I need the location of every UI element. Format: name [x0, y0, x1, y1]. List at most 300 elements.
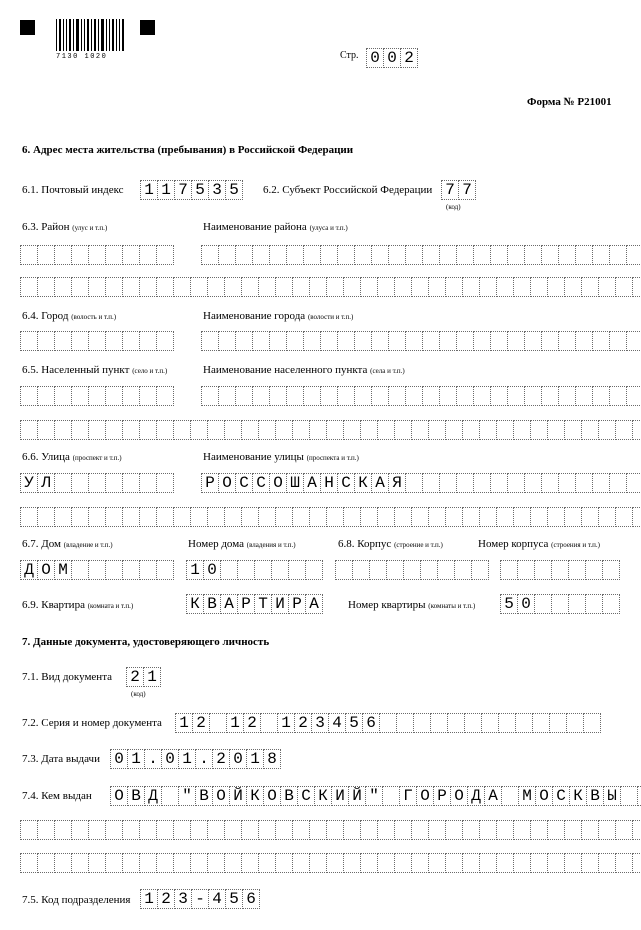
char-cell — [473, 331, 491, 351]
char-cell — [394, 507, 412, 527]
char-cell — [598, 853, 616, 873]
char-cell — [430, 713, 448, 733]
char-cell — [445, 853, 463, 873]
char-cell — [405, 386, 423, 406]
char-cell: 1 — [226, 713, 244, 733]
char-cell — [382, 786, 400, 806]
char-cell — [360, 420, 378, 440]
char-cell: 1 — [246, 749, 264, 769]
char-cell — [201, 386, 219, 406]
char-cell — [122, 277, 140, 297]
char-cell — [275, 853, 293, 873]
city-type-field[interactable] — [20, 331, 173, 351]
char-cell — [88, 473, 106, 493]
char-cell — [224, 853, 242, 873]
char-cell — [224, 507, 242, 527]
char-cell — [598, 820, 616, 840]
char-cell — [615, 420, 633, 440]
district-label: 6.3. Район (улус и т.п.) — [22, 221, 108, 233]
char-cell — [360, 507, 378, 527]
char-cell: О — [218, 473, 236, 493]
char-cell — [173, 277, 191, 297]
char-cell — [258, 420, 276, 440]
char-cell: 3 — [311, 713, 329, 733]
char-cell — [583, 713, 601, 733]
house-label: 6.7. Дом (владение и т.п.) — [22, 538, 113, 550]
char-cell — [581, 507, 599, 527]
char-cell: Р — [201, 473, 219, 493]
subject-label: 6.2. Субъект Российской Федерации — [263, 184, 433, 196]
char-cell — [498, 713, 516, 733]
corner-marker-left — [20, 20, 35, 35]
char-cell — [632, 507, 641, 527]
doc-type-note: (код) — [131, 690, 146, 698]
char-cell — [479, 420, 497, 440]
char-cell — [428, 507, 446, 527]
char-cell — [37, 853, 55, 873]
char-cell — [428, 277, 446, 297]
char-cell — [343, 853, 361, 873]
division-code-label: 7.5. Код подразделения — [22, 894, 131, 906]
char-cell — [122, 853, 140, 873]
char-cell: 1 — [175, 713, 193, 733]
char-cell — [71, 331, 89, 351]
char-cell: Г — [399, 786, 417, 806]
char-cell — [88, 245, 106, 265]
char-cell — [326, 277, 344, 297]
char-cell — [241, 820, 259, 840]
division-code-field[interactable] — [140, 889, 259, 909]
series-number-field[interactable] — [175, 713, 600, 733]
char-cell — [286, 245, 304, 265]
char-cell — [507, 331, 525, 351]
char-cell — [530, 820, 548, 840]
char-cell — [371, 245, 389, 265]
char-cell — [566, 713, 584, 733]
char-cell — [258, 820, 276, 840]
char-cell: И — [331, 786, 349, 806]
char-cell — [20, 420, 38, 440]
char-cell — [422, 386, 440, 406]
char-cell — [585, 594, 603, 614]
char-cell: В — [195, 786, 213, 806]
char-cell — [71, 420, 89, 440]
char-cell: С — [552, 786, 570, 806]
char-cell — [547, 277, 565, 297]
char-cell — [377, 277, 395, 297]
char-cell — [439, 473, 457, 493]
char-cell — [207, 853, 225, 873]
char-cell — [462, 277, 480, 297]
char-cell — [190, 853, 208, 873]
char-cell — [547, 507, 565, 527]
char-cell: 2 — [400, 48, 418, 68]
char-cell — [500, 560, 518, 580]
char-cell — [541, 473, 559, 493]
char-cell — [337, 331, 355, 351]
char-cell — [377, 507, 395, 527]
char-cell: В — [203, 594, 221, 614]
char-cell — [377, 820, 395, 840]
char-cell: 1 — [157, 180, 175, 200]
char-cell — [173, 820, 191, 840]
char-cell — [54, 507, 72, 527]
char-cell — [326, 420, 344, 440]
char-cell — [456, 386, 474, 406]
char-cell — [201, 331, 219, 351]
char-cell — [532, 713, 550, 733]
char-cell — [209, 713, 227, 733]
char-cell: О — [110, 786, 128, 806]
char-cell — [326, 507, 344, 527]
settlement-name-field-row2[interactable] — [20, 420, 641, 440]
building-number-field[interactable] — [500, 560, 619, 580]
char-cell — [581, 820, 599, 840]
char-cell — [122, 473, 140, 493]
char-cell — [190, 420, 208, 440]
doc-type-label: 7.1. Вид документа — [22, 671, 113, 683]
char-cell — [513, 853, 531, 873]
char-cell — [224, 277, 242, 297]
char-cell — [471, 560, 489, 580]
char-cell — [71, 245, 89, 265]
char-cell — [394, 853, 412, 873]
char-cell — [156, 853, 174, 873]
char-cell — [439, 331, 457, 351]
char-cell — [479, 853, 497, 873]
char-cell: О — [535, 786, 553, 806]
char-cell: 0 — [383, 48, 401, 68]
char-cell — [456, 331, 474, 351]
char-cell — [190, 277, 208, 297]
char-cell — [88, 820, 106, 840]
building-type-field[interactable] — [335, 560, 488, 580]
char-cell — [139, 560, 157, 580]
char-cell — [88, 853, 106, 873]
char-cell — [462, 853, 480, 873]
char-cell — [360, 820, 378, 840]
char-cell: Р — [288, 594, 306, 614]
char-cell — [105, 820, 123, 840]
char-cell — [490, 245, 508, 265]
char-cell — [258, 853, 276, 873]
page-number-cells — [366, 48, 417, 68]
city-name-field[interactable] — [201, 331, 641, 351]
char-cell — [388, 331, 406, 351]
char-cell — [218, 386, 236, 406]
char-cell — [237, 560, 255, 580]
issued-by-field-row3[interactable] — [20, 853, 641, 873]
char-cell — [105, 386, 123, 406]
street-name-label: Наименование улицы (проспекта и т.п.) — [203, 451, 359, 463]
char-cell — [309, 277, 327, 297]
char-cell — [156, 560, 174, 580]
district-name-field-row1[interactable] — [201, 245, 641, 265]
char-cell — [496, 277, 514, 297]
char-cell — [615, 853, 633, 873]
char-cell: С — [337, 473, 355, 493]
char-cell — [88, 331, 106, 351]
char-cell — [326, 820, 344, 840]
char-cell — [161, 786, 179, 806]
barcode-number: 7130 1020 — [56, 53, 108, 61]
char-cell: В — [127, 786, 145, 806]
char-cell — [71, 386, 89, 406]
char-cell: 0 — [366, 48, 384, 68]
char-cell: А — [220, 594, 238, 614]
char-cell — [598, 277, 616, 297]
char-cell — [305, 560, 323, 580]
char-cell — [386, 560, 404, 580]
char-cell — [513, 820, 531, 840]
char-cell — [473, 245, 491, 265]
char-cell: К — [569, 786, 587, 806]
series-number-label: 7.2. Серия и номер документа — [22, 717, 162, 729]
char-cell — [20, 507, 38, 527]
char-cell — [254, 560, 272, 580]
barcode — [56, 19, 128, 51]
char-cell — [445, 420, 463, 440]
char-cell — [626, 386, 641, 406]
district-type-field[interactable] — [20, 245, 173, 265]
district-name-label: Наименование района (улуса и т.п.) — [203, 221, 348, 233]
char-cell: О — [263, 786, 281, 806]
char-cell — [37, 245, 55, 265]
char-cell — [422, 473, 440, 493]
char-cell — [479, 820, 497, 840]
char-cell — [288, 560, 306, 580]
char-cell — [558, 331, 576, 351]
char-cell — [626, 473, 641, 493]
issue-date-field[interactable] — [110, 749, 280, 769]
char-cell — [456, 473, 474, 493]
char-cell: Ы — [603, 786, 621, 806]
district-name-field-row2[interactable] — [20, 277, 641, 297]
settlement-type-field[interactable] — [20, 386, 173, 406]
char-cell — [575, 331, 593, 351]
char-cell — [445, 277, 463, 297]
char-cell — [413, 713, 431, 733]
char-cell — [258, 507, 276, 527]
issued-by-field-row1[interactable] — [110, 786, 641, 806]
char-cell: 2 — [126, 667, 144, 687]
char-cell: 5 — [191, 180, 209, 200]
char-cell — [405, 473, 423, 493]
char-cell — [292, 820, 310, 840]
char-cell — [530, 420, 548, 440]
char-cell — [360, 277, 378, 297]
char-cell — [405, 245, 423, 265]
char-cell — [303, 245, 321, 265]
char-cell: К — [354, 473, 372, 493]
char-cell — [547, 820, 565, 840]
settlement-name-field-row1[interactable] — [201, 386, 641, 406]
char-cell — [422, 245, 440, 265]
char-cell — [20, 331, 38, 351]
char-cell — [632, 853, 641, 873]
char-cell: О — [269, 473, 287, 493]
char-cell — [481, 713, 499, 733]
char-cell: С — [252, 473, 270, 493]
char-cell — [530, 507, 548, 527]
char-cell: О — [450, 786, 468, 806]
char-cell: М — [518, 786, 536, 806]
char-cell — [422, 331, 440, 351]
char-cell — [541, 386, 559, 406]
char-cell — [235, 386, 253, 406]
char-cell — [139, 331, 157, 351]
char-cell — [275, 420, 293, 440]
char-cell — [173, 420, 191, 440]
street-label: 6.6. Улица (проспект и т.п.) — [22, 451, 122, 463]
char-cell — [479, 277, 497, 297]
char-cell — [320, 331, 338, 351]
char-cell — [105, 245, 123, 265]
char-cell — [156, 507, 174, 527]
char-cell — [139, 507, 157, 527]
char-cell: К — [186, 594, 204, 614]
char-cell — [602, 594, 620, 614]
subject-code-note: (код) — [446, 203, 461, 211]
char-cell — [394, 820, 412, 840]
char-cell — [615, 820, 633, 840]
char-cell — [462, 420, 480, 440]
char-cell — [496, 420, 514, 440]
char-cell — [530, 853, 548, 873]
char-cell — [122, 507, 140, 527]
char-cell — [337, 386, 355, 406]
char-cell — [303, 331, 321, 351]
char-cell: - — [191, 889, 209, 909]
char-cell — [156, 277, 174, 297]
char-cell — [224, 420, 242, 440]
char-cell — [534, 594, 552, 614]
char-cell — [354, 245, 372, 265]
postal-index-label: 6.1. Почтовый индекс — [22, 184, 124, 196]
char-cell — [241, 277, 259, 297]
char-cell: 1 — [140, 180, 158, 200]
char-cell — [609, 473, 627, 493]
char-cell: 6 — [362, 713, 380, 733]
form-title: Форма № Р21001 — [527, 96, 612, 108]
char-cell — [156, 420, 174, 440]
char-cell — [369, 560, 387, 580]
char-cell — [598, 507, 616, 527]
char-cell: 0 — [203, 560, 221, 580]
char-cell — [37, 507, 55, 527]
city-name-label: Наименование города (волости и т.п.) — [203, 310, 354, 322]
street-name-field-row1[interactable] — [201, 473, 641, 493]
page-label: Стр. — [340, 50, 359, 61]
char-cell — [156, 820, 174, 840]
char-cell — [139, 245, 157, 265]
char-cell — [105, 507, 123, 527]
char-cell — [218, 245, 236, 265]
char-cell: 3 — [208, 180, 226, 200]
subject-code-field[interactable] — [441, 180, 475, 200]
char-cell — [524, 331, 542, 351]
char-cell — [396, 713, 414, 733]
char-cell — [105, 331, 123, 351]
char-cell — [420, 560, 438, 580]
apartment-type-field[interactable] — [186, 594, 322, 614]
postal-index-field[interactable] — [140, 180, 242, 200]
char-cell — [343, 820, 361, 840]
char-cell: 0 — [161, 749, 179, 769]
char-cell — [269, 245, 287, 265]
char-cell: А — [305, 594, 323, 614]
char-cell — [371, 386, 389, 406]
char-cell — [71, 820, 89, 840]
char-cell: " — [178, 786, 196, 806]
char-cell: " — [365, 786, 383, 806]
char-cell — [609, 245, 627, 265]
char-cell: Д — [20, 560, 38, 580]
char-cell — [326, 853, 344, 873]
street-type-field[interactable] — [20, 473, 173, 493]
char-cell — [551, 560, 569, 580]
street-name-field-row2[interactable] — [20, 507, 641, 527]
char-cell — [105, 473, 123, 493]
char-cell: С — [235, 473, 253, 493]
char-cell — [564, 507, 582, 527]
char-cell: 6 — [242, 889, 260, 909]
char-cell: С — [297, 786, 315, 806]
char-cell: В — [586, 786, 604, 806]
char-cell — [54, 245, 72, 265]
char-cell: 8 — [263, 749, 281, 769]
corner-marker-right — [140, 20, 155, 35]
char-cell: Й — [348, 786, 366, 806]
char-cell — [207, 277, 225, 297]
char-cell — [71, 277, 89, 297]
char-cell — [271, 560, 289, 580]
char-cell — [568, 594, 586, 614]
char-cell — [54, 331, 72, 351]
char-cell — [20, 386, 38, 406]
char-cell — [530, 277, 548, 297]
char-cell: 7 — [458, 180, 476, 200]
char-cell — [411, 820, 429, 840]
char-cell: М — [54, 560, 72, 580]
char-cell — [490, 473, 508, 493]
char-cell: 0 — [229, 749, 247, 769]
issued-by-field-row2[interactable] — [20, 820, 641, 840]
char-cell — [139, 853, 157, 873]
char-cell — [207, 507, 225, 527]
char-cell — [632, 420, 641, 440]
doc-type-field[interactable] — [126, 667, 160, 687]
char-cell: Н — [320, 473, 338, 493]
char-cell — [439, 386, 457, 406]
char-cell: 4 — [208, 889, 226, 909]
char-cell — [534, 560, 552, 580]
char-cell: 5 — [500, 594, 518, 614]
house-number-field[interactable] — [186, 560, 322, 580]
house-type-field[interactable] — [20, 560, 173, 580]
char-cell — [547, 853, 565, 873]
char-cell — [320, 386, 338, 406]
char-cell — [558, 473, 576, 493]
apartment-label: 6.9. Квартира (комната и т.п.) — [22, 599, 134, 611]
char-cell — [352, 560, 370, 580]
char-cell — [388, 386, 406, 406]
char-cell — [445, 820, 463, 840]
char-cell — [71, 507, 89, 527]
char-cell — [360, 853, 378, 873]
apartment-number-field[interactable] — [500, 594, 619, 614]
char-cell — [439, 245, 457, 265]
